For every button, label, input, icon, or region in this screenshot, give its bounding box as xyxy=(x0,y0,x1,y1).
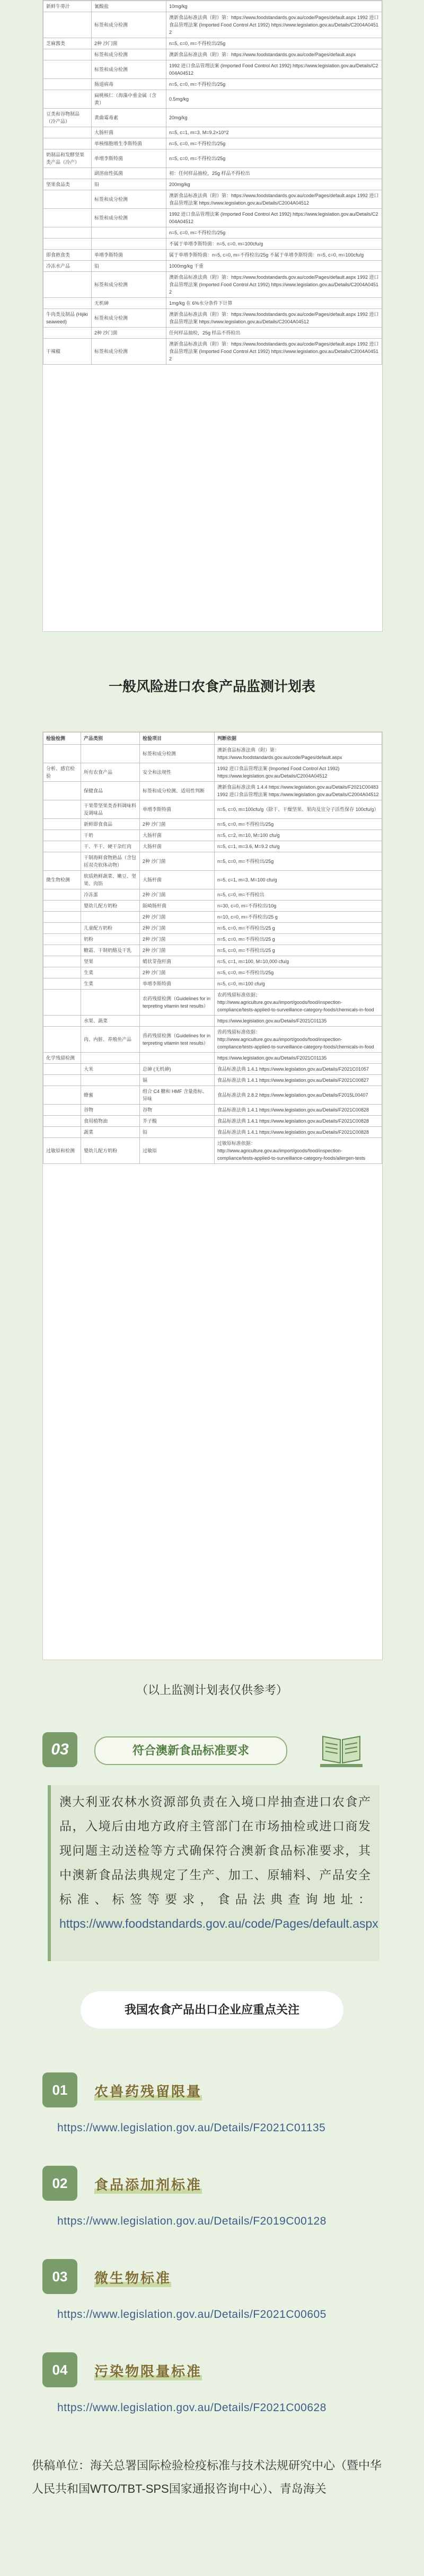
table-row xyxy=(43,934,382,945)
table-cell-product: 奶制品和发酵坚果类产品（冷产） xyxy=(43,149,92,168)
table-cell-item: 铅 xyxy=(92,179,166,190)
table-cell-criterion: 澳新食品标准法典（附）第：https://www.foodstandards.gov.au/code/Pages/default.aspx 1992 进口食品管理法案 (Imported Food Control Act 1992) https://www.legislation.gov.au/Details/C2004A04512 xyxy=(166,272,382,298)
table-cell-criterion: https://www.legislation.gov.au/Details/F2021C01135 xyxy=(215,1016,382,1027)
table-cell-criterion: 20mg/kg xyxy=(166,109,382,127)
table-cell-criterion: n=5, c=0, m=不得检出 xyxy=(215,889,382,901)
table-cell-cat: 过敏原和检测 xyxy=(43,1138,81,1164)
table-cell-item: 2种 沙门菌 xyxy=(140,923,215,934)
table-cell-product: 蔬菜 xyxy=(81,1127,140,1138)
table-cell-criterion: 不属于单增李斯特菌：n=5, c=0, m=100cfu/g xyxy=(166,239,382,250)
table-cell-product: 即食熟食类 xyxy=(43,250,92,261)
table-cell-product xyxy=(81,912,140,923)
table-cell-product xyxy=(43,12,92,38)
table-cell-product: 婴幼儿配方奶粉 xyxy=(81,1138,140,1164)
table-cell-item: 蜡状芽孢杆菌 xyxy=(140,956,215,967)
table-cell-product xyxy=(81,1053,140,1064)
table-row xyxy=(43,990,382,1016)
table-cell-criterion: 属于单增李斯特菌：n=5, c=0, m=不得检出/25g 不属于单增李斯特菌：n=5, c=0, m=100cfu/g xyxy=(166,250,382,261)
table-cell-cat xyxy=(43,800,81,819)
table-cell-item: 标签和成分检测 xyxy=(92,190,166,209)
table-cell-item: 阪崎肠杆菌 xyxy=(140,901,215,912)
table-cell-item xyxy=(92,239,166,250)
table-cell-item: 大肠杆菌 xyxy=(92,127,166,138)
table-cell-criterion: https://www.legislation.gov.au/Details/F2021C01135 xyxy=(215,1053,382,1064)
table-cell-product xyxy=(43,239,92,250)
table-cell-item: 黄曲霉毒素 xyxy=(92,109,166,127)
table-row xyxy=(43,1116,382,1127)
table-row xyxy=(43,923,382,934)
table-cell-product: 婴幼儿配方奶粉 xyxy=(81,901,140,912)
table-cell-cat xyxy=(43,889,81,901)
table-cell-criterion: 澳新食品标准法典 1.4.4 https://www.legislation.gov.au/Details/F2021C00483 1992 进口食品管理法案 https://www.legislation.gov.au/Details/C2004A04512 xyxy=(215,782,382,800)
table-cell-criterion: n=10, c=0, m=不得检出/25 g xyxy=(215,912,382,923)
table-cell-product: 新鲜牛蒡汁 xyxy=(43,1,92,12)
table-cell-product xyxy=(43,127,92,138)
table-cell-criterion: n=5, c=0, m=不得检出/25 g xyxy=(215,923,382,934)
table-cell-item: 标签和成分检测 xyxy=(92,209,166,227)
table-row xyxy=(43,1127,382,1138)
table-cell-criterion: 澳新食品标准法典（附）第：https://www.foodstandards.gov.au/code/Pages/default.aspx 1992 进口食品管理法案 (Imported Food Control Act 1992) https://www.legislation.gov.au/Details/C2004A04512 xyxy=(166,12,382,38)
table-row xyxy=(43,190,382,209)
table-row xyxy=(43,209,382,227)
table-cell-product: 生菜 xyxy=(81,967,140,978)
focus-item-title-03: 微生物标准 xyxy=(94,2270,172,2286)
table-cell-criterion: 0.5mg/kg xyxy=(166,90,382,109)
column-header: 检验检测 xyxy=(43,733,81,745)
table-cell-item: 单增李斯特菌 xyxy=(140,978,215,990)
table-cell-item: 兽药残留检测（Guidelines for interpreting vitamin test results） xyxy=(140,1027,215,1053)
section-number-badge: 03 xyxy=(42,1732,77,1767)
monitoring-table-image-2 xyxy=(42,731,383,1660)
table-row xyxy=(43,38,382,49)
table-row xyxy=(43,298,382,309)
table-row xyxy=(43,956,382,967)
table-row xyxy=(43,1053,382,1064)
table-row xyxy=(43,1138,382,1164)
table-cell-product: 奶粉 xyxy=(81,934,140,945)
table-cell-item: 铅 xyxy=(140,1127,215,1138)
focus-item-badge-03: 03 xyxy=(42,2259,77,2294)
table-row xyxy=(43,1105,382,1116)
table-cell-criterion: 食品标准法典 1.4.1 https://www.legislation.gov.au/Details/F2021C00828 xyxy=(215,1105,382,1116)
table-cell-product xyxy=(81,745,140,763)
table-row xyxy=(43,1,382,12)
table-cell-product: 冷冻蛋 xyxy=(81,889,140,901)
table-row xyxy=(43,1086,382,1105)
table-row xyxy=(43,901,382,912)
table-cell-product xyxy=(43,227,92,239)
table-row xyxy=(43,272,382,298)
table-cell-criterion: n=5, c=0, m=100cfu/g（除干、干燥坚果、果肉及宜分子活性保存 100cfu/g） xyxy=(215,800,382,819)
table-cell-item: 氰酸盐 xyxy=(92,1,166,12)
table-cell-cat xyxy=(43,852,81,871)
table-cell-product: 干辣椒 xyxy=(43,339,92,365)
table-cell-product: 坚果食品类 xyxy=(43,179,92,190)
table-cell-item: 2种 沙门菌 xyxy=(140,852,215,871)
table-cell-cat xyxy=(43,1075,81,1086)
table-row xyxy=(43,763,382,782)
focus-item-title-01: 农兽药残留限量 xyxy=(94,2084,202,2099)
table-cell-item: 大肠杆菌 xyxy=(140,830,215,841)
table-row xyxy=(43,852,382,871)
table-cell-item: 安全和法规性 xyxy=(140,763,215,782)
focus-item-badge-01: 01 xyxy=(42,2072,77,2107)
table-cell-product: 保健食品 xyxy=(81,782,140,800)
table-cell-product: 冷冻水产品 xyxy=(43,261,92,272)
table-row xyxy=(43,871,382,889)
table-cell-cat: 化学残留检测 xyxy=(43,1053,81,1064)
table-cell-item: 副溶血性弧菌 xyxy=(92,168,166,179)
table-cell-criterion: 澳新食品标准法典（附）第：https://www.foodstandards.gov.au/code/Pages/default.aspx 1992 进口食品管理法案 https://www.legislation.gov.au/Details/C2004A04512 xyxy=(166,309,382,328)
table-cell-criterion: 200mg/kg xyxy=(166,179,382,190)
table-row xyxy=(43,1027,382,1053)
table-cell-criterion: n=5, c=0, m=不得检出/25g xyxy=(166,38,382,49)
table-cell-criterion: n=5, c=0, m=不得检出/25g xyxy=(166,138,382,149)
table-cell-item: 标签和成分检测 xyxy=(92,309,166,328)
table-cell-product xyxy=(43,49,92,60)
monitoring-table-2 xyxy=(43,732,382,1164)
table-cell-cat xyxy=(43,1016,81,1027)
table-cell-item: 单增李斯特菌 xyxy=(92,149,166,168)
table-cell-item: 标签和成分检测 xyxy=(92,339,166,365)
table-cell-product xyxy=(43,190,92,209)
table-cell-item: 2种 沙门菌 xyxy=(140,912,215,923)
table-cell-item xyxy=(140,1053,215,1064)
table-cell-item: 2种 沙门菌 xyxy=(140,945,215,956)
table-cell-criterion: 初：任何样品抽检，25g 样品不得检出 xyxy=(166,168,382,179)
table-cell-item: 铅 xyxy=(92,261,166,272)
table-row xyxy=(43,309,382,328)
table-cell-criterion: n=5, c=2, m=10, M=100 cfu/g xyxy=(215,830,382,841)
table-cell-item: 2种 沙门菌 xyxy=(140,967,215,978)
table-cell-item: 大肠杆菌 xyxy=(140,841,215,852)
table-row xyxy=(43,149,382,168)
table-cell-criterion: 1mg/kg 在 6%水分条件下计算 xyxy=(166,298,382,309)
table-row xyxy=(43,12,382,38)
table-cell-item: 肠道病毒 xyxy=(92,79,166,90)
table-row xyxy=(43,109,382,127)
table-row xyxy=(43,250,382,261)
table-cell-criterion: n=5, c=0, m=不得检出/25g xyxy=(215,852,382,871)
table-cell-item: 谷物 xyxy=(140,1105,215,1116)
table-cell-criterion: n=5, c=0, m=100 cfu/g xyxy=(215,978,382,990)
column-header: 判断依据 xyxy=(215,733,382,745)
table-cell-criterion: 食品标准法典 2.8.2 https://www.legislation.gov.au/Details/F2015L00407 xyxy=(215,1086,382,1105)
table-header-row xyxy=(43,733,382,745)
table-cell-product: 肉、内脏、养殖鱼产品 xyxy=(81,1027,140,1053)
section-paragraph xyxy=(59,1789,378,1936)
table-cell-product xyxy=(43,298,92,309)
table-cell-product xyxy=(81,990,140,1016)
table-cell-criterion: n=5, c=0, m=不得检出/25 g xyxy=(215,945,382,956)
paragraph-text: 澳大利亚农林水资源部负责在入境口岸抽查进口农食产品，入境后由地方政府主管部门在市场抽检或进口商发现问题主动送检等方式确保符合澳新食品标准要求，其中澳新食品法典规定了生产、加工、原辅料、产品安全标准、标签等要求，食品法典查询地址： xyxy=(59,1795,371,1906)
table-cell-product: 大米 xyxy=(81,1064,140,1075)
table-cell-product xyxy=(43,168,92,179)
table-row xyxy=(43,261,382,272)
table-row xyxy=(43,138,382,149)
table-cell-product: 蜂蜜 xyxy=(81,1086,140,1105)
table-cell-criterion: 农药残留标准依据；http://www.agriculture.gov.au/import/goods/food/inspection-compliance/tests-applied-to-surveillance-category-foods/chemicals-in-food xyxy=(215,990,382,1016)
table-cell-product xyxy=(43,272,92,298)
table-cell-criterion: n=5, c=0, m=不得检出/25g xyxy=(215,819,382,830)
table-cell-product xyxy=(81,1075,140,1086)
table-row xyxy=(43,328,382,339)
table-cell-item: 2种 沙门菌 xyxy=(92,328,166,339)
table-cell-product xyxy=(43,209,92,227)
table-cell-product: 谷物 xyxy=(81,1105,140,1116)
table-cell-cat xyxy=(43,956,81,967)
table-cell-criterion: n=5, c=0, m=不得检出/25 g xyxy=(215,934,382,945)
table-row xyxy=(43,49,382,60)
focus-item-link-02[interactable]: https://www.legislation.gov.au/Details/F2019C00128 xyxy=(57,2215,326,2227)
table-cell-item: 组合 C4 糖和 HMF 含量指标、异味 xyxy=(140,1086,215,1105)
table-cell-item xyxy=(92,227,166,239)
table-cell-item: 镉 xyxy=(140,1075,215,1086)
table-cell-item: 2种 沙门菌 xyxy=(92,38,166,49)
table-row xyxy=(43,912,382,923)
table-cell-item: 总砷 (无机砷) xyxy=(140,1064,215,1075)
table-row xyxy=(43,127,382,138)
table-cell-criterion: 澳新食品标准法典（附）第：https://www.foodstandards.gov.au/code/Pages/default.aspx xyxy=(215,745,382,763)
table-cell-criterion: 食品标准法典 1.4.1 https://www.legislation.gov.au/Details/F2021C01057 xyxy=(215,1064,382,1075)
table-row xyxy=(43,978,382,990)
table-row xyxy=(43,800,382,819)
table-cell-product xyxy=(43,138,92,149)
table-cell-cat xyxy=(43,1086,81,1105)
focus-item-title-02: 食品添加剂标准 xyxy=(94,2177,202,2193)
table-cell-criterion: n=5, c=1, m=3, M=9.2×10^2 xyxy=(166,127,382,138)
table-cell-criterion: n=5, c=1, m=3.6, M=9.2 cfu/g xyxy=(215,841,382,852)
table-cell-product: 干果带坚果类香料调味料及调味品 xyxy=(81,800,140,819)
monitoring-table-1 xyxy=(43,1,382,365)
heading-focus-items: 我国农食产品出口企业应重点关注 xyxy=(81,1991,343,2028)
table-cell-item: 标签和成分检测 xyxy=(92,49,166,60)
table-row xyxy=(43,1016,382,1027)
section-title: 符合澳新食品标准要求 xyxy=(94,1736,287,1765)
table-row xyxy=(43,889,382,901)
table-cell-criterion: n=5, c=0, m=不得检出/25g xyxy=(166,149,382,168)
table-cell-cat xyxy=(43,841,81,852)
table-cell-product: 干制海鲜食物熟品（含包括双壳软体动物） xyxy=(81,852,140,871)
table-cell-product: 软质熟鲜蔬菜、嫩豆、坚果、肉馅 xyxy=(81,871,140,889)
table-row xyxy=(43,1064,382,1075)
column-header: 产品类别 xyxy=(81,733,140,745)
table-cell-item: 单增李斯特菌 xyxy=(92,250,166,261)
table-cell-cat xyxy=(43,1105,81,1116)
table-cell-criterion: 食品标准法典 1.4.1 https://www.legislation.gov.au/Details/F2021C00827 xyxy=(215,1075,382,1086)
table-cell-criterion: 澳新食品标准法典（附）第：https://www.foodstandards.gov.au/code/Pages/default.aspx 1992 进口食品管理法案 https://www.legislation.gov.au/Details/C2004A04512 xyxy=(166,190,382,209)
table-cell-criterion: 兽药残留标准依据：http://www.agriculture.gov.au/import/goods/food/inspection-compliance/tests-applied-to-surveillance-category-foods/chemicals-in-food xyxy=(215,1027,382,1053)
table-row xyxy=(43,830,382,841)
table-cell-cat xyxy=(43,782,81,800)
table-cell-criterion: 食品标准法典 1.4.1 https://www.legislation.gov.au/Details/F2021C00828 xyxy=(215,1116,382,1127)
table-row xyxy=(43,79,382,90)
table-cell-product xyxy=(43,79,92,90)
table-row xyxy=(43,1075,382,1086)
table-cell-item: 单增李斯特菌 xyxy=(140,800,215,819)
table-cell-product: 豆类和谷物制品（冷产品） xyxy=(43,109,92,127)
book-icon xyxy=(315,1727,368,1775)
reference-note: （以上监测计划表仅供参考） xyxy=(136,1683,288,1697)
table-cell-item: 2种 沙门菌 xyxy=(140,889,215,901)
table-row xyxy=(43,782,382,800)
table-cell-cat xyxy=(43,923,81,934)
table-cell-product: 生菜 xyxy=(81,978,140,990)
table-cell-product: 糖霜、干制奶酪及干乳 xyxy=(81,945,140,956)
focus-item-title-04: 污染物限量标准 xyxy=(94,2363,202,2379)
table-row xyxy=(43,168,382,179)
table-cell-product: 牛肉类及制品 (Hijiki seaweed) xyxy=(43,309,92,328)
table-row xyxy=(43,239,382,250)
table-cell-product: 坚果 xyxy=(81,956,140,967)
food-code-link[interactable]: https://www.foodstandards.gov.au/code/Pages/default.aspx xyxy=(59,1917,378,1930)
table-cell-cat xyxy=(43,990,81,1016)
table-cell-criterion: 过敏原标准依据：http://www.agriculture.gov.au/import/goods/food/inspection-compliance/tests-applied-to-surveillance-category-foods/allergen-tests xyxy=(215,1138,382,1164)
table-cell-cat: 分析、感官检验 xyxy=(43,763,81,782)
table-cell-cat xyxy=(43,819,81,830)
table-cell-criterion: 任何样品抽检，25g 样品不得检出 xyxy=(166,328,382,339)
table-cell-product xyxy=(43,90,92,109)
table-cell-item: 标签和成分检测 xyxy=(92,60,166,79)
table-cell-criterion: 1000mg/kg 干重 xyxy=(166,261,382,272)
focus-item-badge-02: 02 xyxy=(42,2166,77,2201)
table-cell-item: 2种 沙门菌 xyxy=(140,934,215,945)
focus-item-badge-04: 04 xyxy=(42,2352,77,2387)
table-cell-cat xyxy=(43,1027,81,1053)
table-cell-criterion: 1992 进口食品管理法案 (Imported Food Control Act 1992) https://www.legislation.gov.au/Details/C2004A04512 xyxy=(166,60,382,79)
table-cell-item xyxy=(140,1016,215,1027)
source-footer: 供稿单位：海关总署国际检验检疫标准与技术法规研究中心（暨中华人民共和国WTO/TBT-SPS国家通报咨询中心）、青岛海关 xyxy=(32,2459,382,2495)
table-cell-product: 干奶 xyxy=(81,830,140,841)
table-cell-product xyxy=(43,60,92,79)
table-cell-product: 干、半干、硬干杂红肉 xyxy=(81,841,140,852)
table-cell-cat xyxy=(43,1127,81,1138)
table-row xyxy=(43,945,382,956)
table-cell-item: 标签和成分检测 xyxy=(92,12,166,38)
table-cell-cat: 微生物检测 xyxy=(43,871,81,889)
table-cell-cat xyxy=(43,901,81,912)
table-cell-cat xyxy=(43,1064,81,1075)
table-cell-item: 过敏原 xyxy=(140,1138,215,1164)
focus-item-link-01[interactable]: https://www.legislation.gov.au/Details/F2021C01135 xyxy=(57,2122,326,2134)
table-cell-product xyxy=(43,328,92,339)
table-row xyxy=(43,841,382,852)
focus-item-link-04[interactable]: https://www.legislation.gov.au/Details/F2021C00628 xyxy=(57,2402,326,2414)
table-row xyxy=(43,227,382,239)
table-cell-criterion: 10mg/kg xyxy=(166,1,382,12)
table-cell-criterion: 食品标准法典 1.4.1 https://www.legislation.gov.au/Details/F2021C00828 xyxy=(215,1127,382,1138)
table-cell-item: 芥子酸 xyxy=(140,1116,215,1127)
table-cell-product: 水果、蔬菜 xyxy=(81,1016,140,1027)
table-row xyxy=(43,967,382,978)
table-cell-item: 农药残留检测（Guidelines for interpreting vitamin test results） xyxy=(140,990,215,1016)
table-cell-cat xyxy=(43,830,81,841)
table-cell-criterion: 澳新食品标准法典（附）第：https://www.foodstandards.gov.au/code/Pages/default.aspx xyxy=(166,49,382,60)
table-cell-item: 无机砷 xyxy=(92,298,166,309)
table-cell-criterion: 澳新食品标准法典（附）第：https://www.foodstandards.gov.au/code/Pages/default.aspx 1992 进口食品管理法案 (Imported Food Control Act 1992) https://www.legislation.gov.au/Details/C2004A04512 xyxy=(166,339,382,365)
table-cell-cat xyxy=(43,945,81,956)
table-row xyxy=(43,339,382,365)
table-cell-criterion: n=5, c=0, m=不得检出/25g xyxy=(166,227,382,239)
table-row xyxy=(43,60,382,79)
table-cell-product: 儿童配方奶粉 xyxy=(81,923,140,934)
table-cell-cat xyxy=(43,978,81,990)
table-cell-criterion: n=5, c=0, m=不得检出/25g xyxy=(166,79,382,90)
table-cell-product: 所有农食产品 xyxy=(81,763,140,782)
table-cell-product: 食用植物油 xyxy=(81,1116,140,1127)
table-cell-cat xyxy=(43,1116,81,1127)
table-cell-item: 2种 沙门菌 xyxy=(140,819,215,830)
focus-item-link-03[interactable]: https://www.legislation.gov.au/Details/F2021C00605 xyxy=(57,2308,326,2321)
table-cell-criterion: n=5, c=0, m=不得检出/25g xyxy=(215,967,382,978)
table-row xyxy=(43,819,382,830)
table-row xyxy=(43,179,382,190)
table-cell-criterion: 1992 进口食品管理法案 (Imported Food Control Act 1992) https://www.legislation.gov.au/Details/C2004A04512 xyxy=(166,209,382,227)
table-cell-cat xyxy=(43,934,81,945)
table-cell-item: 标签和成分检测 xyxy=(140,745,215,763)
table-cell-item: 标签和成分检测 xyxy=(92,272,166,298)
table-cell-criterion: n=5, c=1, m=3, M=100 cfu/g xyxy=(215,871,382,889)
table-row xyxy=(43,90,382,109)
table-cell-product: 新鲜即食食品 xyxy=(81,819,140,830)
table-cell-item: 标签和成分检测、适用性判断 xyxy=(140,782,215,800)
table-cell-item: 大肠杆菌 xyxy=(140,871,215,889)
table-cell-cat xyxy=(43,967,81,978)
table-cell-cat xyxy=(43,745,81,763)
table-row xyxy=(43,745,382,763)
column-header: 检验项目 xyxy=(140,733,215,745)
table-cell-item: 单核细胞增生李斯特菌 xyxy=(92,138,166,149)
table-cell-criterion: 1992 进口食品管理法案 (Imported Food Control Act 1992) https://www.legislation.gov.au/Details/C2004A04512 xyxy=(215,763,382,782)
table-cell-criterion: n=5, c=1, m=100, M=10,000 cfu/g xyxy=(215,956,382,967)
table-cell-item: 扁桃核仁（海藻中重金属（含黄） xyxy=(92,90,166,109)
table-cell-cat xyxy=(43,912,81,923)
table-cell-product: 芝麻酱类 xyxy=(43,38,92,49)
heading-general-risk-plan: 一般风险进口农食产品监测计划表 xyxy=(108,678,315,694)
monitoring-table-image-1 xyxy=(42,0,383,632)
table-cell-criterion: n=30, c=0, m=不得检出/10g xyxy=(215,901,382,912)
